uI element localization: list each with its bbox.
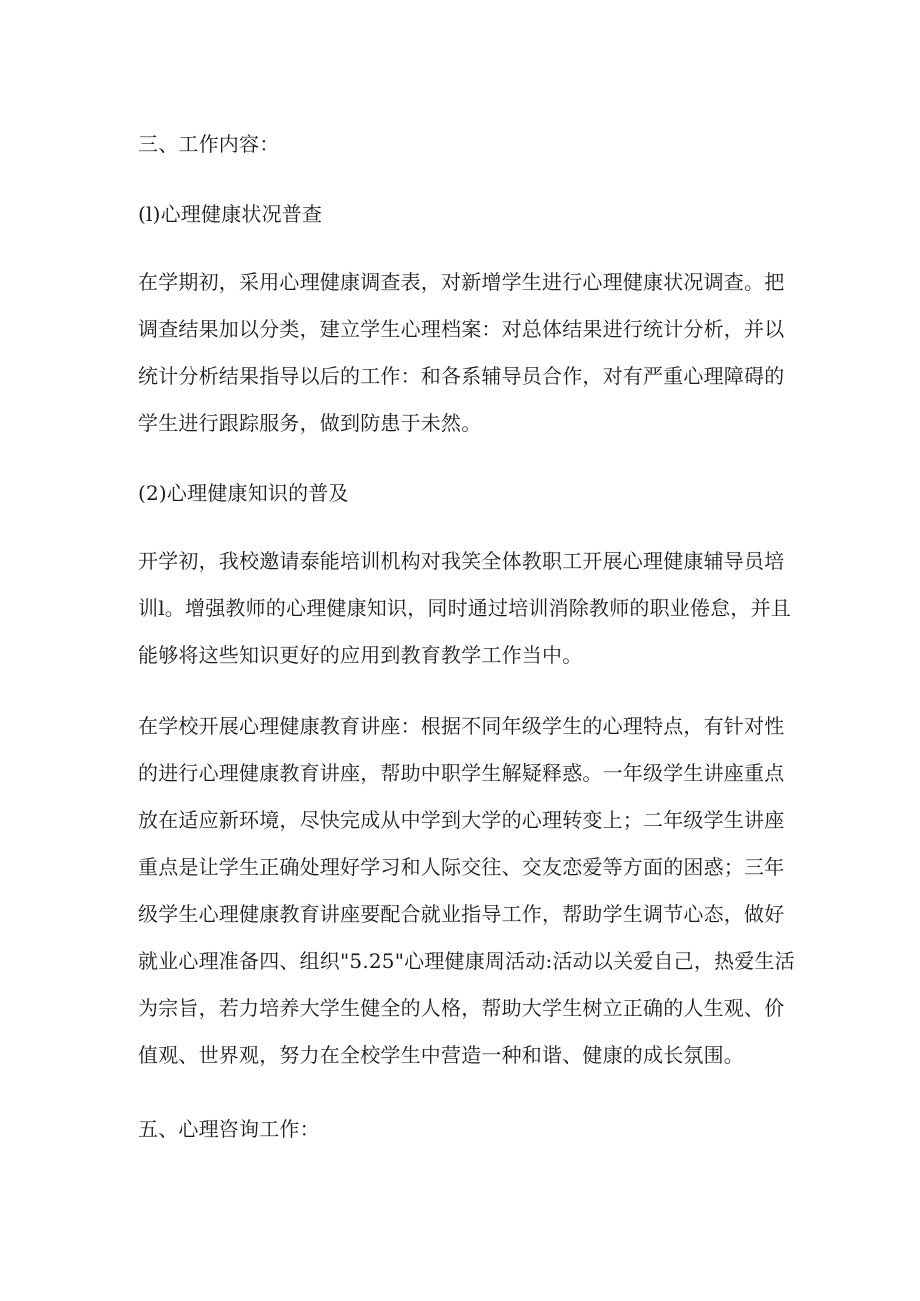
paragraph-line: 的进行心理健康教育讲座，帮助中职学生解疑释惑。一年级学生讲座重点 [138,761,785,785]
paragraph-line: 值观、世界观，努力在全校学生中营造一种和谐、健康的成长氛围。 [138,1043,744,1067]
paragraph-line: 开学初，我校邀请泰能培训机构对我笑全体教职工开展心理健康辅导员培 [138,549,785,573]
paragraph-line: 在学期初，采用心理健康调查表，对新增学生进行心理健康状况调查。把 [138,270,785,294]
item-2-title: (2)心理健康知识的普及 [138,481,349,505]
section-3-title: 三、工作内容： [138,132,280,156]
paragraph-line: 放在适应新环境，尽快完成从中学到大学的心理转变上；二年级学生讲座 [138,808,785,832]
paragraph-line: 训l。增强教师的心理健康知识，同时通过培训消除教师的职业倦怠，并且 [138,596,791,620]
paragraph-line: 在学校开展心理健康教育讲座：根据不同年级学生的心理特点，有针对性 [138,714,785,738]
section-5-title: 五、心理咨询工作： [138,1117,320,1141]
paragraph-line: 级学生心理健康教育讲座要配合就业指导工作，帮助学生调节心态，做好 [138,902,785,926]
paragraph-line: 统计分析结果指导以后的工作：和各系辅导员合作，对有严重心理障碍的 [138,364,785,388]
item-1-title: (l)心理健康状况普查 [138,202,323,226]
paragraph-line: 学生进行跟踪服务，做到防患于未然。 [138,411,482,435]
paragraph-line: 就业心理准备四、组织"5.25"心理健康周活动:活动以关爱自己，热爱生活 [138,949,795,973]
paragraph-line: 能够将这些知识更好的应用到教育教学工作当中。 [138,643,583,667]
paragraph-line: 调查结果加以分类，建立学生心理档案：对总体结果进行统计分析，并以 [138,317,785,341]
paragraph-line: 为宗旨，若力培养大学生健全的人格，帮助大学生树立正确的人生观、价 [138,996,785,1020]
paragraph-line: 重点是让学生正确处理好学习和人际交往、交友恋爱等方面的困惑；三年 [138,855,785,879]
